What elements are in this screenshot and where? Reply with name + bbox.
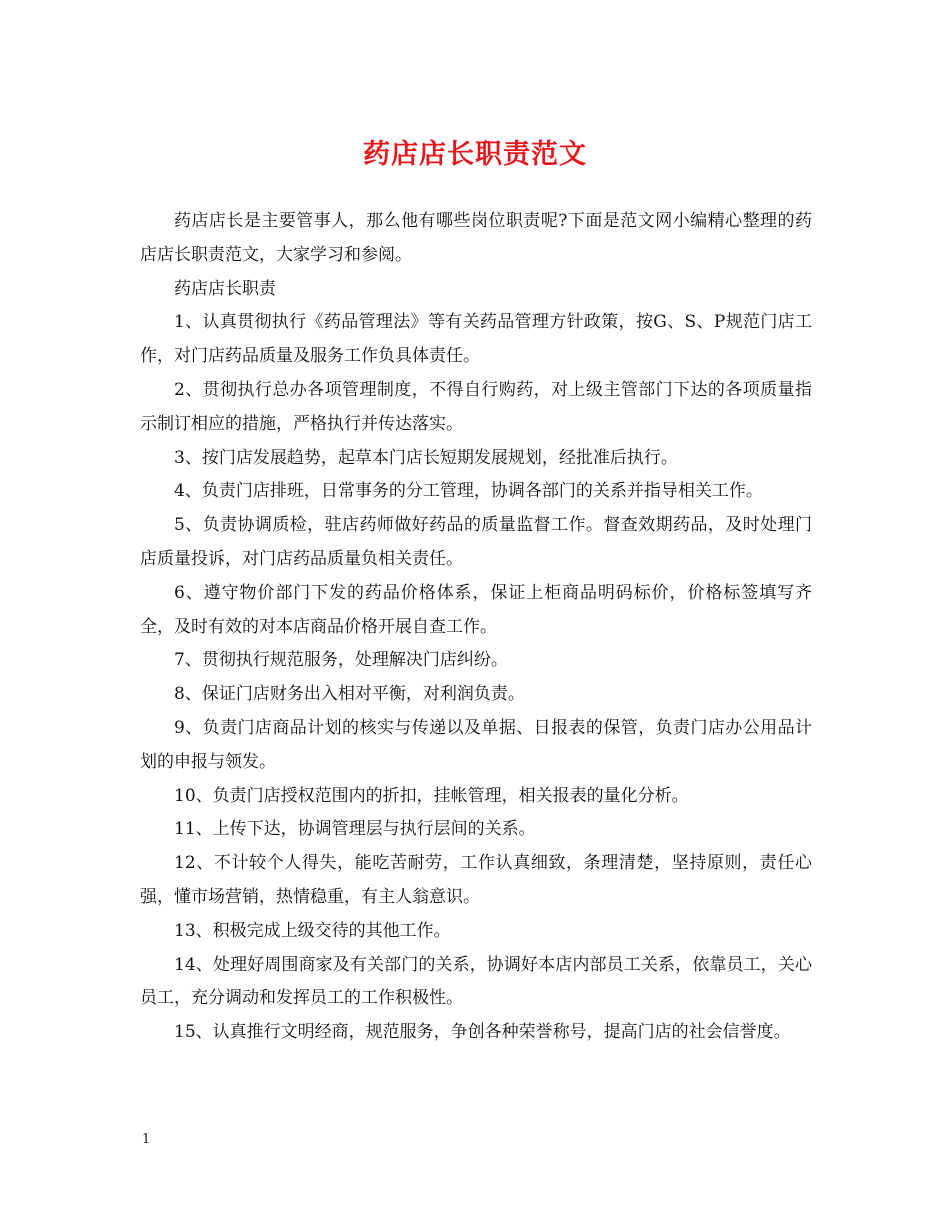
duty-item-2: 2、贯彻执行总办各项管理制度，不得自行购药，对上级主管部门下达的各项质量指示制订相应的措施，严格执行并传达落实。: [140, 379, 812, 434]
duty-item-10: 10、负责门店授权范围内的折扣，挂帐管理，相关报表的量化分析。: [174, 785, 689, 806]
duty-item-4: 4、负责门店排班，日常事务的分工管理，协调各部门的关系并指导相关工作。: [174, 481, 763, 502]
duty-item-13: 13、积极完成上级交待的其他工作。: [174, 920, 451, 941]
document-title: 药店店长职责范文: [363, 139, 587, 170]
duty-item-11: 11、上传下达，协调管理层与执行层间的关系。: [174, 819, 536, 840]
duty-item-7: 7、贯彻执行规范服务，处理解决门店纠纷。: [174, 650, 508, 671]
duty-item-12: 12、不计较个人得失，能吃苦耐劳，工作认真细致，条理清楚，坚持原则，责任心强，懂市场营销，热情稳重，有主人翁意识。: [140, 853, 812, 907]
duty-item-5: 5、负责协调质检，驻店药师做好药品的质量监督工作。督查效期药品，及时处理门店质量投诉，对门店药品质量负相关责任。: [140, 515, 812, 569]
duty-item-9: 9、负责门店商品计划的核实与传递以及单据、日报表的保管，负责门店办公用品计划的申报与领发。: [140, 717, 812, 772]
duty-item-3: 3、按门店发展趋势，起草本门店长短期发展规划，经批准后执行。: [174, 447, 678, 468]
paragraph-intro: 药店店长是主要管事人，那么他有哪些岗位职责呢?下面是范文网小编精心整理的药店店长职责范文，大家学习和参阅。: [140, 211, 812, 265]
duty-item-14: 14、处理好周围商家及有关部门的关系，协调好本店内部员工关系，依靠员工，关心员工，充分调动和发挥员工的工作积极性。: [140, 954, 812, 1009]
document-body: [140, 205, 812, 1050]
duty-item-6: 6、遵守物价部门下发的药品价格体系，保证上柜商品明码标价，价格标签填写齐全，及时有效的对本店商品价格开展自查工作。: [140, 582, 812, 637]
section-heading: 药店店长职责: [174, 278, 276, 299]
duty-item-15: 15、认真推行文明经商，规范服务，争创各种荣誉称号，提高门店的社会信誉度。: [174, 1022, 791, 1043]
duty-item-8: 8、保证门店财务出入相对平衡，对利润负责。: [174, 684, 525, 705]
page-number: 1: [142, 1132, 151, 1147]
duty-item-1: 1、认真贯彻执行《药品管理法》等有关药品管理方针政策，按G、S、P规范门店工作，对门店药品质量及服务工作负具体责任。: [140, 312, 812, 367]
